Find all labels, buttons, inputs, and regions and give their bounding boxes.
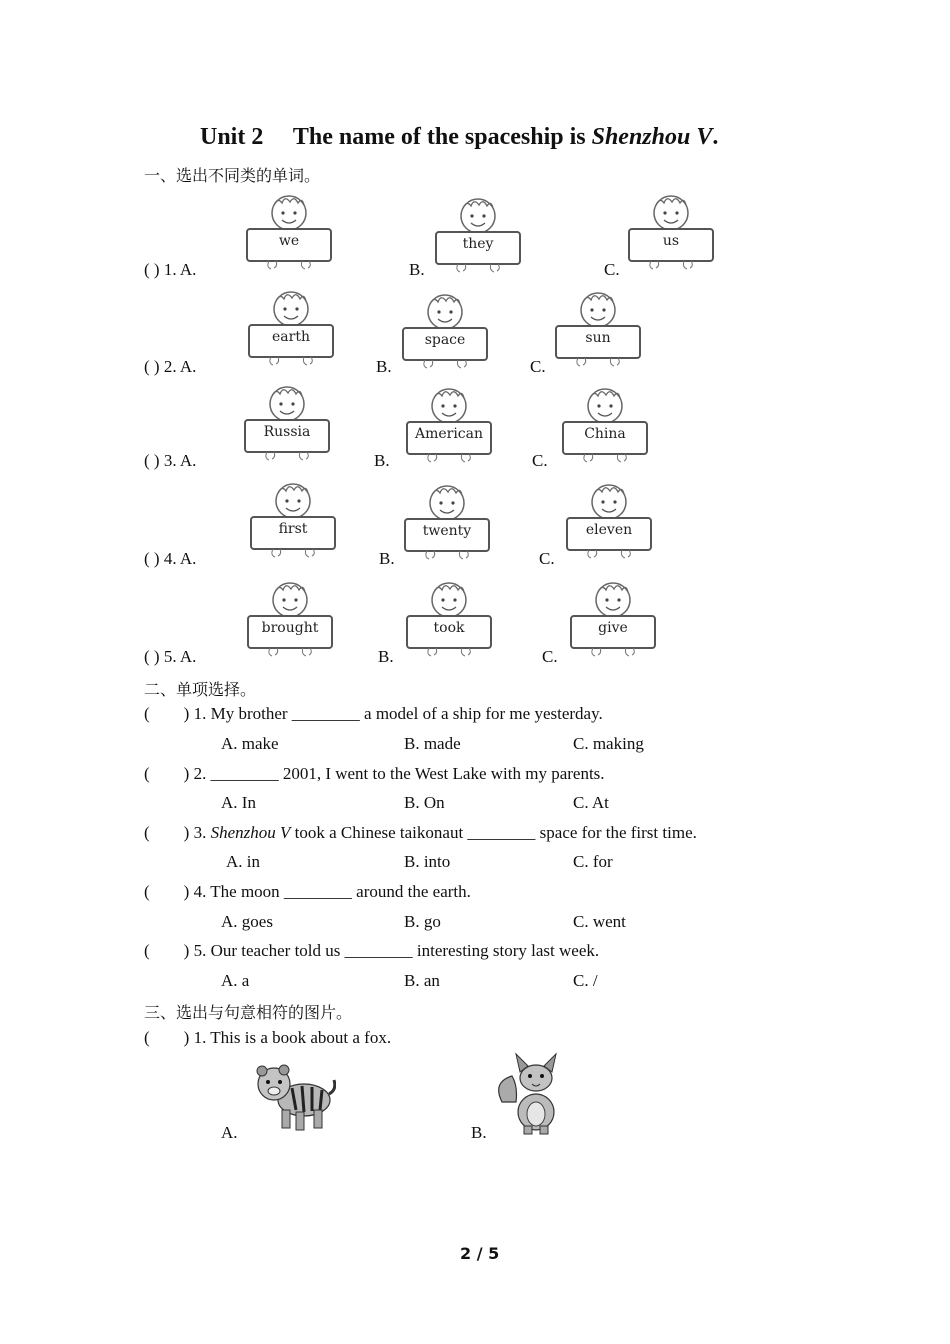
- word-label: sun: [585, 330, 611, 346]
- mc-option-c: C. /: [573, 971, 598, 990]
- word-card: [564, 482, 654, 566]
- q3-label-c: C.: [532, 451, 548, 470]
- word-label: earth: [272, 329, 310, 345]
- word-label: space: [424, 332, 466, 348]
- word-label: twenty: [422, 523, 472, 539]
- word-label: Russia: [263, 424, 311, 440]
- q5-label-b: B.: [378, 647, 394, 666]
- mc-question: ( ) 4. The moon ________ around the earth.: [144, 882, 471, 901]
- q2-label-c: C.: [530, 357, 546, 376]
- word-card: [400, 292, 490, 376]
- q3-blank: ( ) 3. A.: [144, 451, 197, 470]
- word-label: give: [598, 620, 628, 636]
- q5-blank: ( ) 5. A.: [144, 647, 197, 666]
- mc-question: ( ) 3. Shenzhou V took a Chinese taikonaut ________ space for the first time.: [144, 823, 697, 842]
- word-label: eleven: [585, 522, 633, 538]
- word-card: [242, 384, 332, 468]
- word-label: us: [662, 233, 680, 249]
- word-card: [568, 580, 658, 664]
- word-label: China: [584, 426, 626, 442]
- section-1-heading: 一、选出不同类的单词。: [144, 166, 321, 185]
- q1-label-c: C.: [604, 260, 620, 279]
- mc-option-b: B. On: [404, 793, 445, 812]
- mc-option-b: B. made: [404, 734, 461, 753]
- mc-option-a: A. goes: [221, 912, 273, 931]
- q4-blank: ( ) 4. A.: [144, 549, 197, 568]
- picture-option-b-label: B.: [471, 1123, 487, 1142]
- q1-blank: ( ) 1. A.: [144, 260, 197, 279]
- word-card: [248, 481, 338, 565]
- tiger-icon: [252, 1062, 336, 1139]
- mc-option-b: B. go: [404, 912, 441, 931]
- q4-label-b: B.: [379, 549, 395, 568]
- q2-blank: ( ) 2. A.: [144, 357, 197, 376]
- mc-option-a: A. a: [221, 971, 250, 990]
- section-2-heading: 二、单项选择。: [144, 680, 257, 699]
- word-card: [404, 386, 494, 470]
- word-card: [402, 483, 492, 567]
- section-3-heading: 三、选出与句意相符的图片。: [144, 1003, 353, 1022]
- mc-option-b: B. into: [404, 852, 451, 871]
- word-label: they: [462, 236, 494, 252]
- word-card: [626, 193, 716, 277]
- word-card: [404, 580, 494, 664]
- word-card: [244, 193, 334, 277]
- page-title: Unit 2 The name of the spaceship is Shenzhou V.: [200, 124, 719, 150]
- q4-label-c: C.: [539, 549, 555, 568]
- page-number: 2 / 5: [460, 1244, 500, 1263]
- q3-label-b: B.: [374, 451, 390, 470]
- fox-icon: [494, 1052, 568, 1141]
- word-card: [560, 386, 650, 470]
- picture-option-a-label: A.: [221, 1123, 238, 1142]
- word-card: [433, 196, 523, 280]
- word-card: [553, 290, 643, 374]
- mc-option-a: A. In: [221, 793, 256, 812]
- mc-question: ( ) 2. ________ 2001, I went to the West Lake with my parents.: [144, 764, 605, 783]
- mc-option-a: A. make: [221, 734, 279, 753]
- word-card: [245, 580, 335, 664]
- mc-option-c: C. for: [573, 852, 613, 871]
- word-label: first: [278, 521, 308, 537]
- mc-question: ( ) 1. My brother ________ a model of a ship for me yesterday.: [144, 704, 603, 723]
- mc-option-b: B. an: [404, 971, 440, 990]
- mc-question: ( ) 5. Our teacher told us ________ interesting story last week.: [144, 941, 600, 960]
- mc-option-a: A. in: [226, 852, 260, 871]
- word-label: took: [433, 620, 465, 636]
- word-label: we: [278, 233, 300, 249]
- picture-question: ( ) 1. This is a book about a fox.: [144, 1028, 392, 1047]
- mc-option-c: C. went: [573, 912, 626, 931]
- mc-option-c: C. making: [573, 734, 644, 753]
- q2-label-b: B.: [376, 357, 392, 376]
- word-card: [246, 289, 336, 373]
- q1-label-b: B.: [409, 260, 425, 279]
- word-label: brought: [261, 620, 319, 636]
- word-label: American: [414, 426, 484, 442]
- q5-label-c: C.: [542, 647, 558, 666]
- mc-option-c: C. At: [573, 793, 609, 812]
